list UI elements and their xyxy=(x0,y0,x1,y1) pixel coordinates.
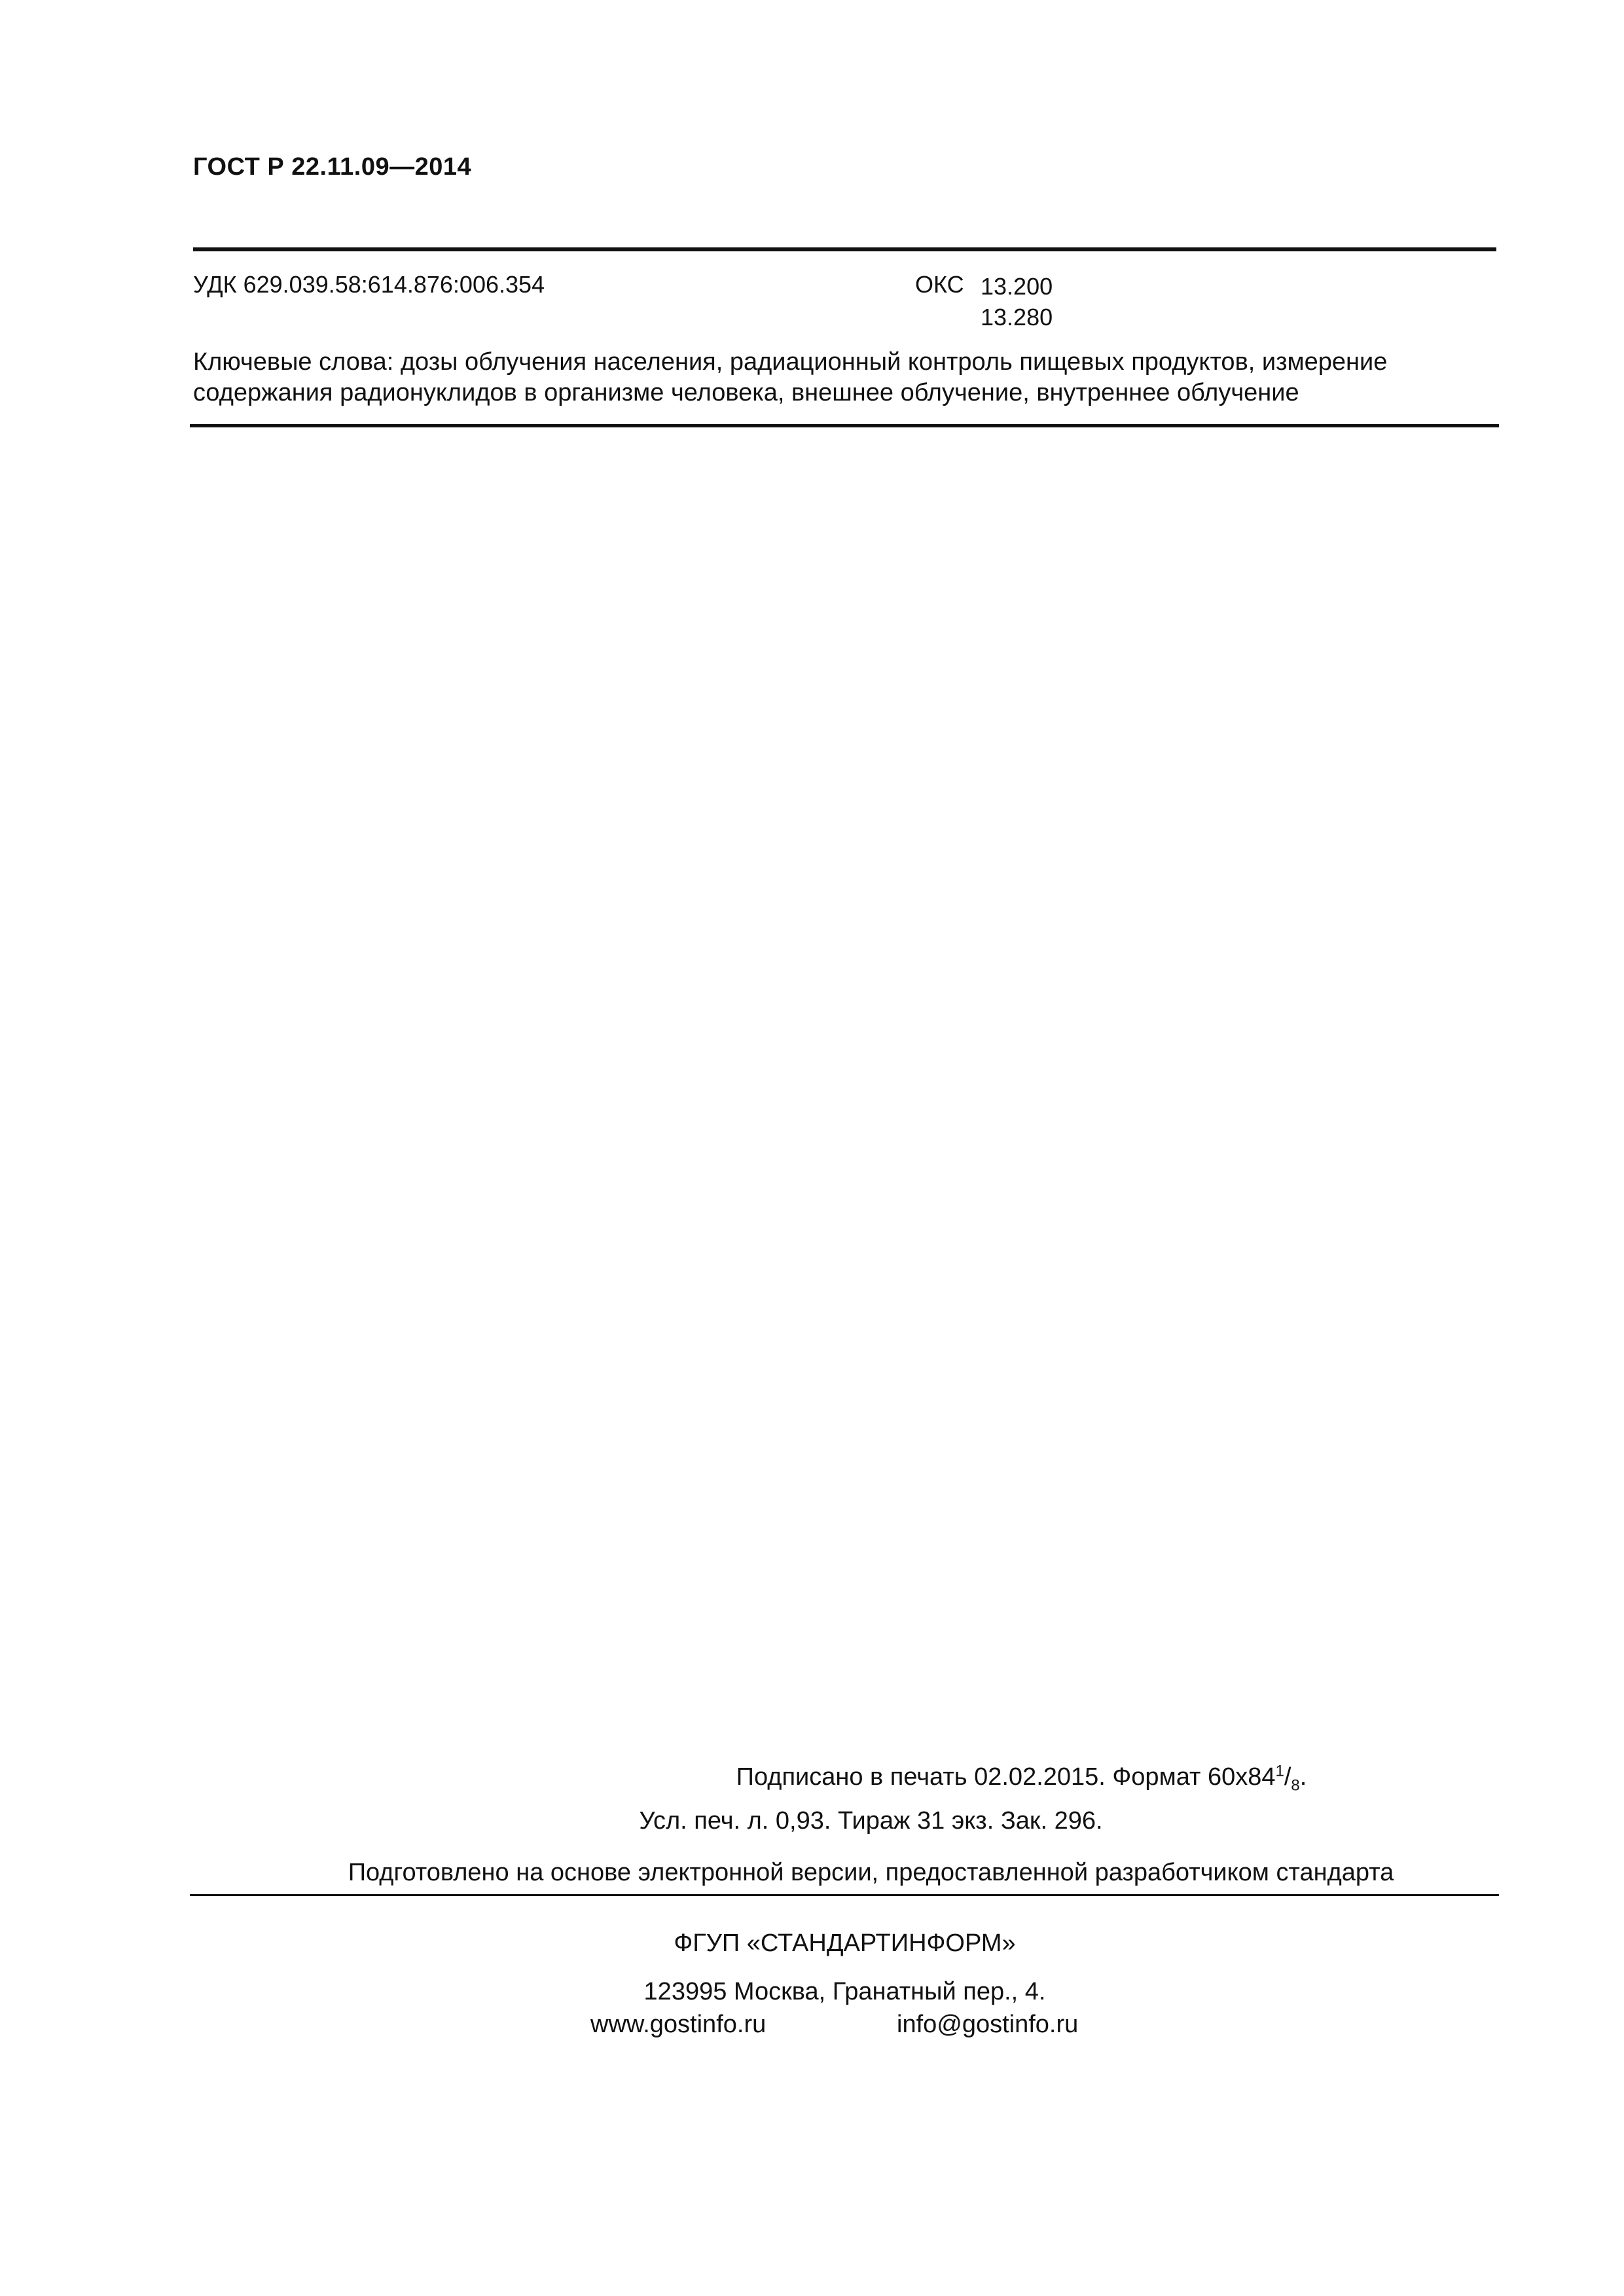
format-numerator: 1 xyxy=(1275,1762,1284,1780)
print-sheets-line: Усл. печ. л. 0,93. Тираж 31 экз. Зак. 296. xyxy=(639,1807,1103,1835)
publisher-name: ФГУП «СТАНДАРТИНФОРМ» xyxy=(674,1929,1016,1957)
document-code: ГОСТ Р 22.11.09—2014 xyxy=(193,153,472,181)
format-end: . xyxy=(1299,1763,1307,1791)
keywords-line: содержания радионуклидов в организме человека, внешнее облучение, внутреннее облучение xyxy=(193,379,1299,406)
oks-code: 13.280 xyxy=(981,304,1053,331)
oks-label: ОКС xyxy=(915,271,964,298)
keywords-divider xyxy=(190,424,1499,427)
format-slash: / xyxy=(1284,1763,1291,1791)
udk-code: УДК 629.039.58:614.876:006.354 xyxy=(193,271,545,298)
website-link[interactable]: www.gostinfo.ru xyxy=(590,2011,767,2038)
publisher-address: 123995 Москва, Гранатный пер., 4. xyxy=(643,1978,1046,2005)
print-signed-text: Подписано в печать 02.02.2015. Формат 60x84 xyxy=(736,1763,1276,1791)
oks-codes xyxy=(981,271,1053,332)
print-signed-line xyxy=(209,1762,1624,1795)
keywords-paragraph xyxy=(193,347,1496,408)
keywords-line: Ключевые слова: дозы облучения населения, радиационный контроль пищевых продуктов, измерение xyxy=(193,348,1388,376)
email-link[interactable]: info@gostinfo.ru xyxy=(897,2011,1079,2038)
imprint-divider xyxy=(190,1894,1499,1896)
oks-code: 13.200 xyxy=(981,273,1053,300)
format-denominator: 8 xyxy=(1291,1776,1300,1795)
prepared-note: Подготовлено на основе электронной версии, предоставленной разработчиком стандарта xyxy=(348,1859,1394,1886)
top-divider xyxy=(193,247,1496,251)
